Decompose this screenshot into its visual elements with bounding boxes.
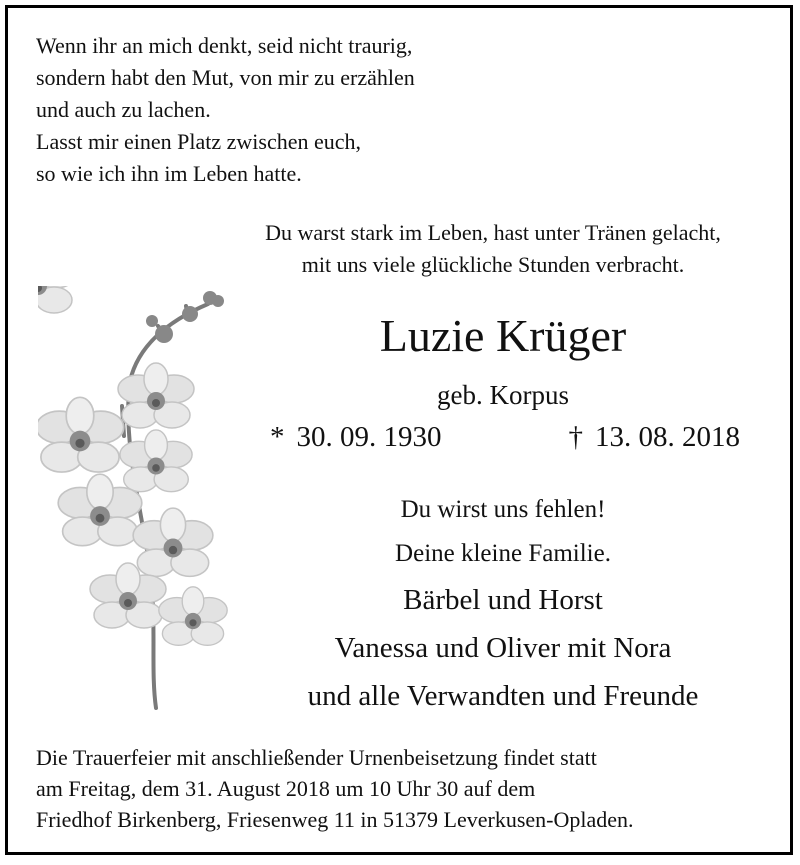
poem-line: Lasst mir einen Platz zwischen euch, xyxy=(36,129,362,154)
poem-line: und auch zu lachen. xyxy=(36,97,211,122)
mourner-names: Vanessa und Oliver mit Nora xyxy=(334,632,672,664)
maiden-name: geb. Korpus xyxy=(437,380,569,410)
mourner-names: Bärbel und Horst xyxy=(403,584,603,616)
birth-date-group xyxy=(270,418,442,456)
birth-star-icon: * xyxy=(270,421,285,453)
ceremony-line: Die Trauerfeier mit anschließender Urnenbeisetzung findet statt xyxy=(36,745,597,770)
ceremony-line: am Freitag, dem 31. August 2018 um 10 Uhr 30 auf dem xyxy=(36,776,536,801)
death-cross-icon: † xyxy=(568,421,583,453)
death-date: 13. 08. 2018 xyxy=(595,421,740,453)
poem-line: Wenn ihr an mich denkt, seid nicht traurig, xyxy=(36,33,413,58)
relatives-line: und alle Verwandten und Freunde xyxy=(307,680,699,712)
quote-line: Du warst stark im Leben, hast unter Tränen gelacht, xyxy=(265,220,721,245)
family-signature xyxy=(253,488,753,720)
death-date-group xyxy=(569,418,741,456)
orchid-branch-image xyxy=(38,286,238,711)
poem-line: so wie ich ihn im Leben hatte. xyxy=(36,161,302,186)
memorial-quote xyxy=(198,217,788,281)
birth-date: 30. 09. 1930 xyxy=(296,421,442,453)
deceased-name: Luzie Krüger xyxy=(379,310,627,361)
family-line: Deine kleine Familie. xyxy=(395,540,611,567)
farewell-line: Du wirst uns fehlen! xyxy=(400,496,606,523)
funeral-details xyxy=(36,742,634,835)
poem-line: sondern habt den Mut, von mir zu erzählen xyxy=(36,65,415,90)
poem xyxy=(36,30,415,190)
ceremony-line: Friedhof Birkenberg, Friesenweg 11 in 51379 Leverkusen-Opladen. xyxy=(36,807,634,832)
quote-line: mit uns viele glückliche Stunden verbracht. xyxy=(301,252,685,277)
death-notice xyxy=(5,5,793,855)
